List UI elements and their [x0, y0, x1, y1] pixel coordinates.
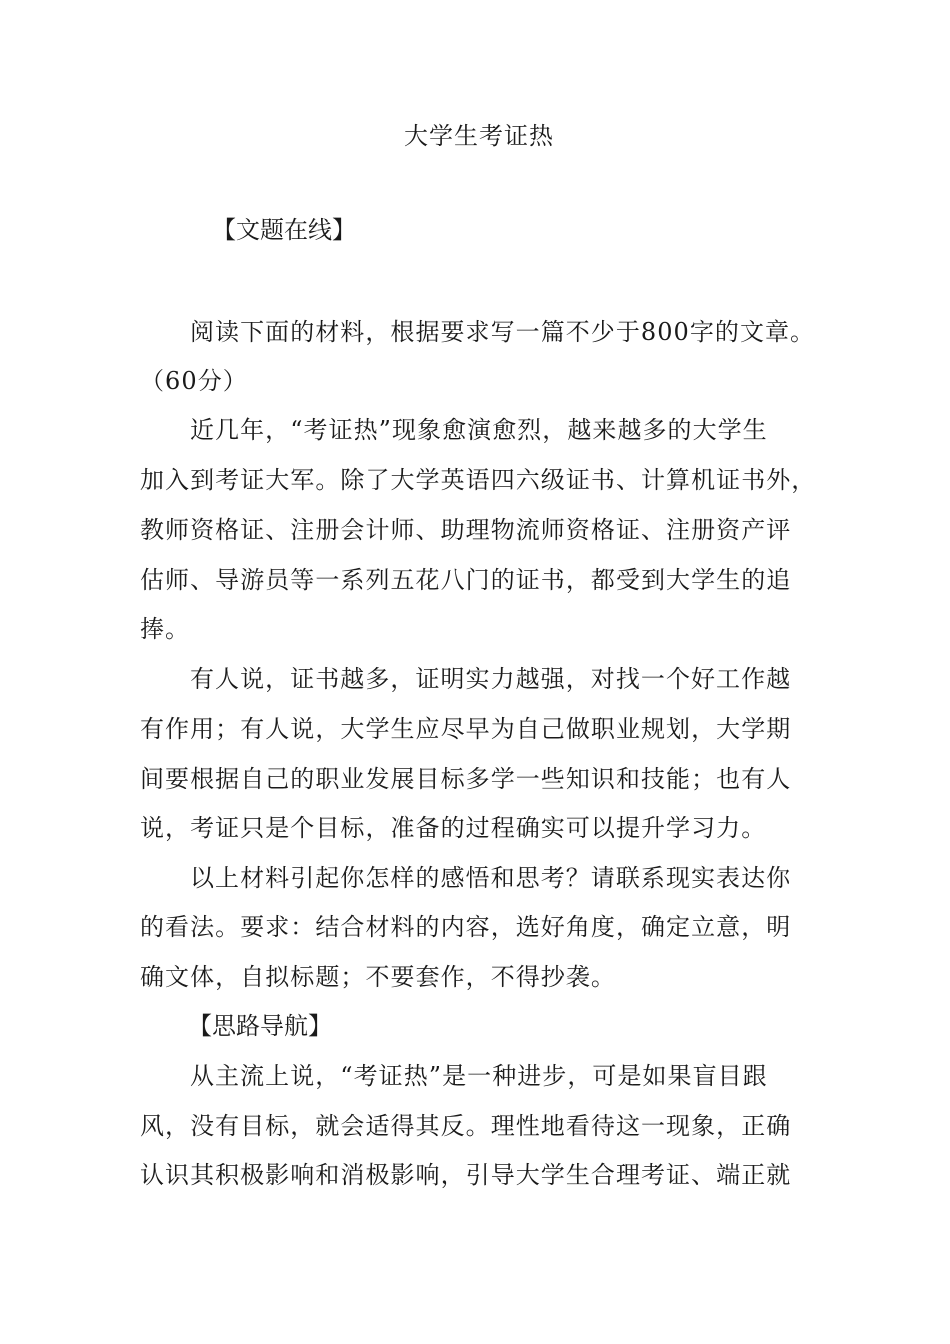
paragraph-line: 加入到考证大军。除了大学英语四六级证书、计算机证书外， [140, 466, 817, 494]
paragraph-line: 捧。 [140, 615, 191, 643]
paragraph-line: 风，没有目标，就会适得其反。理性地看待这一现象，正确 [140, 1112, 792, 1140]
paragraph-line: 教师资格证、注册会计师、助理物流师资格证、注册资产评 [140, 516, 792, 544]
paragraph-line: 的看法。要求：结合材料的内容，选好角度，确定立意，明 [140, 913, 792, 941]
paragraph-line: 从主流上说，“考证热”是一种进步，可是如果盲目跟 [190, 1062, 768, 1090]
paragraph-line: 以上材料引起你怎样的感悟和思考？请联系现实表达你 [190, 864, 792, 892]
paragraph-line: 阅读下面的材料，根据要求写一篇不少于800字的文章。 [190, 318, 816, 346]
paragraph-line: 间要根据自己的职业发展目标多学一些知识和技能；也有人 [140, 765, 792, 793]
paragraph-line: 说，考证只是个目标，准备的过程确实可以提升学习力。 [140, 814, 767, 842]
paragraph-line: 估师、导游员等一系列五花八门的证书，都受到大学生的追 [140, 566, 792, 594]
paragraph-line: 近几年，“考证热”现象愈演愈烈，越来越多的大学生 [190, 416, 768, 444]
section-heading-guide: 【思路导航】 [188, 1012, 332, 1040]
section-heading-topic: 【文题在线】 [212, 216, 356, 244]
paragraph-line: 确文体，自拟标题；不要套作，不得抄袭。 [140, 963, 616, 991]
paragraph-line: 认识其积极影响和消极影响，引导大学生合理考证、端正就 [140, 1161, 792, 1189]
document-title: 大学生考证热 [404, 122, 554, 150]
paragraph-line: （60分） [140, 367, 248, 395]
paragraph-line: 有作用；有人说，大学生应尽早为自己做职业规划，大学期 [140, 715, 792, 743]
paragraph-line: 有人说，证书越多，证明实力越强，对找一个好工作越 [190, 665, 792, 693]
